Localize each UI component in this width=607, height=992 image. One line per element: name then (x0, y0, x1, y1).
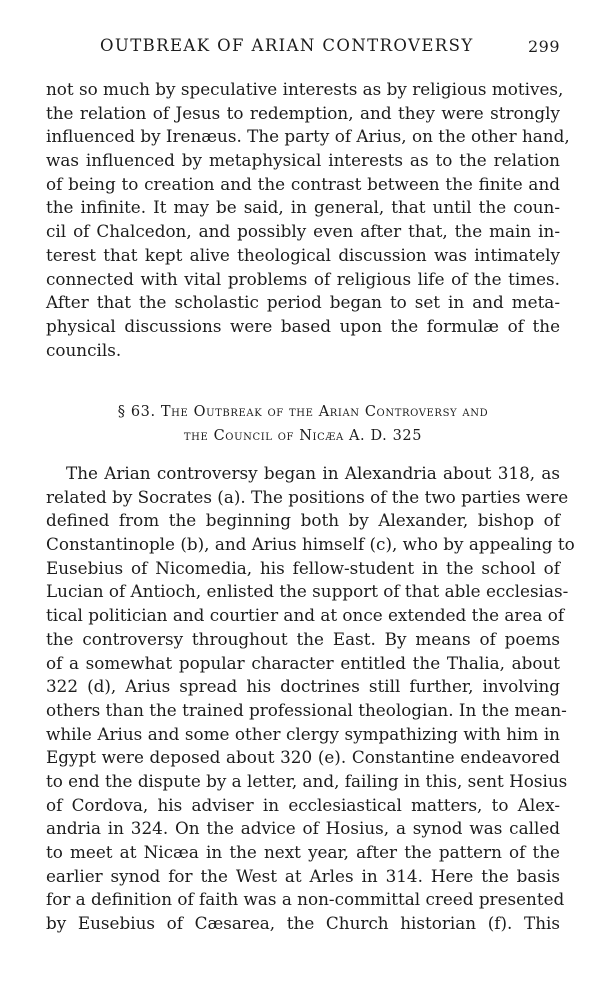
text-line: to meet at Nicæa in the next year, after the pattern of the (46, 842, 560, 862)
text-line: influenced by Irenæus. The party of Arius, on the other hand, (46, 126, 570, 147)
text-line: terest that kept alive theological discussion was intimately (46, 244, 560, 265)
section-heading-line: § 63. The Outbreak of the Arian Controversy and (117, 404, 489, 420)
section-heading (46, 400, 560, 448)
paragraph-continuation (46, 78, 570, 362)
text-line: others than the trained professional theologian. In the mean- (46, 699, 567, 720)
text-line: earlier synod for the West at Arles in 314. Here the basis (46, 865, 560, 886)
text-line: councils. (46, 339, 122, 360)
text-line: for a definition of faith was a non-committal creed presented (46, 889, 565, 910)
text-line: connected with vital problems of religious life of the times. (46, 268, 560, 289)
text-line: the infinite. It may be said, in general, that until the coun- (46, 197, 560, 218)
text-line: cil of Chalcedon, and possibly even after that, the main in- (46, 221, 560, 242)
text-line: of a somewhat popular character entitled the Thalia, about (46, 652, 560, 673)
text-line: while Arius and some other clergy sympathizing with him in (46, 723, 560, 744)
text-line: the controversy throughout the East. By means of poems (46, 628, 560, 649)
text-line: of Cordova, his adviser in ecclesiastical matters, to Alex- (46, 794, 560, 815)
section-paragraph (46, 462, 575, 936)
text-line: Egypt were deposed about 320 (e). Constantine endeavored (46, 747, 560, 768)
text-line: Lucian of Antioch, enlisted the support of that able ecclesias- (46, 581, 569, 602)
running-head (46, 36, 560, 66)
text-line: related by Socrates (a). The positions of the two parties were (46, 486, 569, 507)
text-line: defined from the beginning both by Alexander, bishop of (46, 510, 560, 531)
text-line: of being to creation and the contrast between the finite and (46, 173, 560, 194)
text-line: to end the dispute by a letter, and, failing in this, sent Hosius (46, 770, 568, 791)
text-line: Constantinople (b), and Arius himself (c), who by appealing to (46, 534, 575, 555)
text-line: physical discussions were based upon the formulæ of the (46, 315, 560, 336)
text-line: the relation of Jesus to redemption, and they were strongly (46, 102, 560, 123)
text-line: tical politician and courtier and at once extended the area of (46, 605, 565, 626)
text-line: Eusebius of Nicomedia, his fellow-student in the school of (46, 557, 560, 578)
running-title: OUTBREAK OF ARIAN CONTROVERSY (100, 36, 474, 55)
text-line: not so much by speculative interests as by religious motives, (46, 79, 564, 99)
section-heading-line: the Council of Nicæa A. D. 325 (183, 428, 423, 444)
text-line: was influenced by metaphysical interests as to the relation (46, 150, 560, 171)
text-line: 322 (d), Arius spread his doctrines still further, involving (46, 676, 560, 697)
text-line: After that the scholastic period began to set in and meta- (46, 292, 560, 313)
text-line: by Eusebius of Cæsarea, the Church historian (f). This (46, 913, 560, 934)
text-line: The Arian controversy began in Alexandria about 318, as (66, 463, 560, 483)
text-line: andria in 324. On the advice of Hosius, a synod was called (46, 818, 560, 839)
page-number: 299 (527, 37, 560, 56)
